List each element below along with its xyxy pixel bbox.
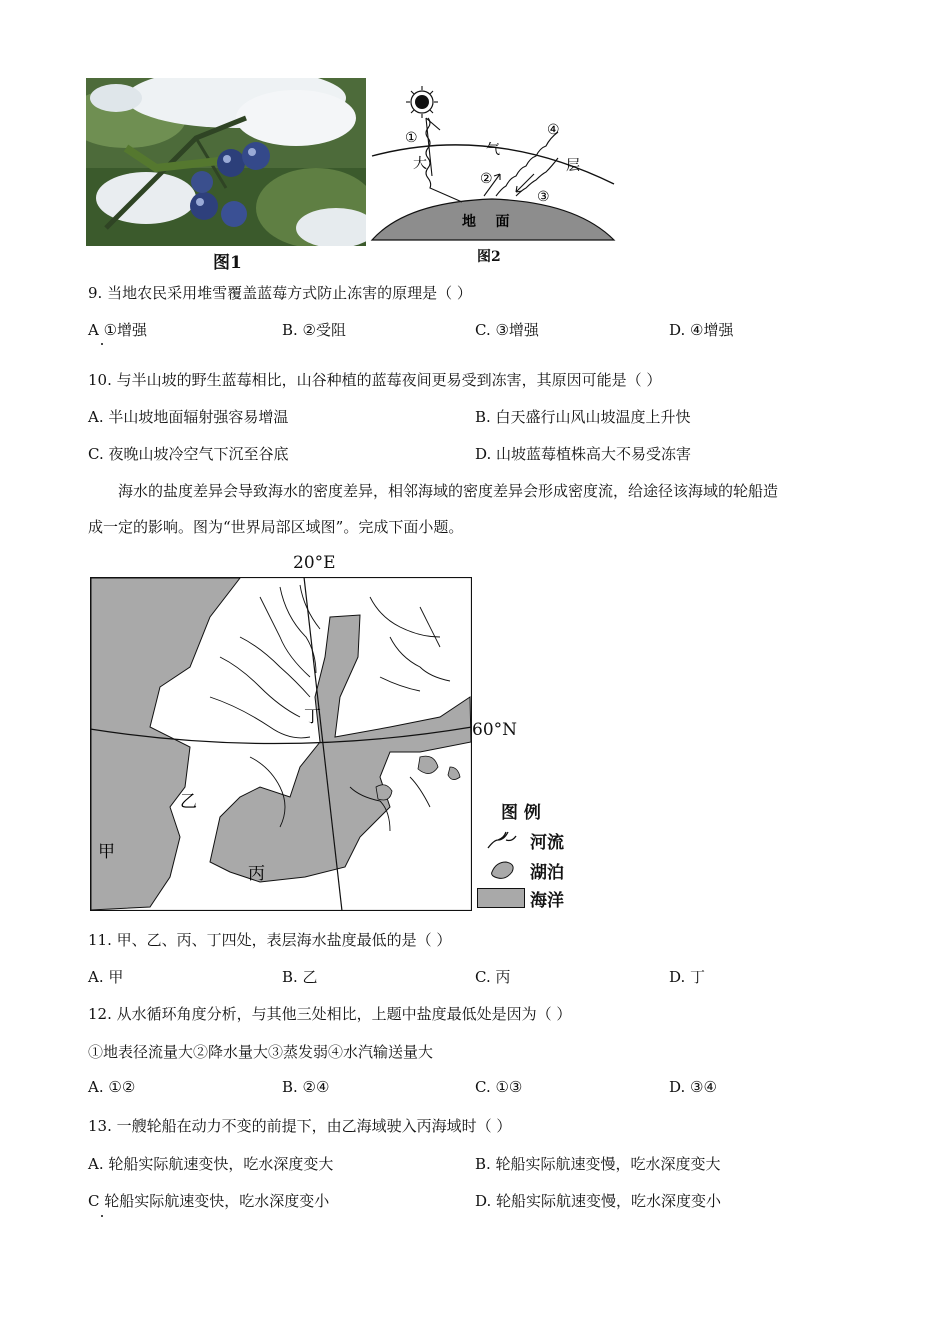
ray-1-label: ①: [405, 130, 418, 146]
ray-3-label: ③: [537, 189, 550, 205]
figure-1-caption: 图1: [213, 253, 242, 273]
legend-lake: 湖泊: [530, 863, 564, 883]
q9-option-b[interactable]: B. ②受阻: [282, 321, 347, 339]
question-11-stem: 11. 甲、乙、丙、丁四处，表层海水盐度最低的是（ ）: [88, 931, 452, 949]
q13-option-a[interactable]: A. 轮船实际航速变快，吃水深度变大: [88, 1155, 334, 1173]
q12-option-c[interactable]: C. ①③: [475, 1078, 523, 1096]
lake-icon: [488, 858, 518, 884]
map-svg: [90, 577, 472, 911]
legend-title: 图 例: [501, 803, 541, 823]
label-bing: 丙: [248, 864, 265, 884]
blueberry-snow-image: [86, 78, 366, 246]
legend-ocean: 海洋: [530, 891, 564, 911]
label-yi: 乙: [180, 792, 197, 812]
q9-option-a-dot: [101, 343, 103, 345]
q13-option-d[interactable]: D. 轮船实际航速变慢，吃水深度变小: [475, 1192, 722, 1210]
legend-river: 河流: [530, 833, 564, 853]
q11-option-b[interactable]: B. 乙: [282, 968, 318, 986]
q12-option-a[interactable]: A. ①②: [88, 1078, 136, 1096]
question-9-stem: 9. 当地农民采用堆雪覆盖蓝莓方式防止冻害的原理是（ ）: [88, 284, 472, 302]
q9-option-d[interactable]: D. ④增强: [669, 321, 734, 339]
q13-option-c-dot: [101, 1215, 103, 1217]
ray-4-label: ④: [547, 122, 560, 138]
world-region-map: [90, 577, 472, 911]
figure-2-caption: 图2: [477, 249, 501, 265]
q10-option-d[interactable]: D. 山坡蓝莓植株高大不易受冻害: [475, 445, 692, 463]
q11-option-d[interactable]: D. 丁: [669, 968, 706, 986]
atmosphere-label-3: 层: [566, 158, 580, 174]
question-12-stem: 12. 从水循环角度分析，与其他三处相比，上题中盐度最低处是因为（ ）: [88, 1005, 572, 1023]
passage-line-2: 成一定的影响。图为“世界局部区域图”。完成下面小题。: [88, 518, 464, 536]
river-icon: [484, 828, 520, 854]
question-12-choices: ①地表径流量大②降水量大③蒸发弱④水汽输送量大: [88, 1043, 434, 1061]
map-latitude-label: 60°N: [472, 720, 518, 740]
label-ding: 丁: [304, 707, 321, 727]
question-13-stem: 13. 一艘轮船在动力不变的前提下，由乙海域驶入丙海域时（ ）: [88, 1117, 512, 1135]
passage-line-1: 海水的盐度差异会导致海水的密度差异，相邻海域的密度差异会形成密度流，给途径该海域的轮船造: [118, 482, 779, 500]
q9-option-a[interactable]: A ①增强: [88, 321, 148, 339]
q12-option-b[interactable]: B. ②④: [282, 1078, 330, 1096]
ground-label: 地 面: [462, 214, 510, 230]
question-10-stem: 10. 与半山坡的野生蓝莓相比，山谷种植的蓝莓夜间更易受到冻害，其原因可能是（ ）: [88, 371, 662, 389]
q9-option-c[interactable]: C. ③增强: [475, 321, 539, 339]
q10-option-b[interactable]: B. 白天盛行山风山坡温度上升快: [475, 408, 691, 426]
q13-option-c[interactable]: C 轮船实际航速变快，吃水深度变小: [88, 1192, 330, 1210]
atmosphere-label-2: 气: [486, 142, 500, 158]
q10-option-c[interactable]: C. 夜晚山坡冷空气下沉至谷底: [88, 445, 289, 463]
atmosphere-radiation-diagram: [366, 84, 618, 244]
map-longitude-label: 20°E: [293, 553, 336, 573]
figure-1-photo: [86, 78, 366, 246]
q11-option-c[interactable]: C. 丙: [475, 968, 511, 986]
q10-option-a[interactable]: A. 半山坡地面辐射强容易增温: [88, 408, 289, 426]
ocean-legend-swatch: [477, 888, 525, 908]
q12-option-d[interactable]: D. ③④: [669, 1078, 717, 1096]
q11-option-a[interactable]: A. 甲: [88, 968, 124, 986]
q13-option-b[interactable]: B. 轮船实际航速变慢，吃水深度变大: [475, 1155, 721, 1173]
ray-2-label: ②: [480, 171, 493, 187]
sun-icon: [406, 86, 438, 118]
atmosphere-label-1: 大: [413, 156, 427, 172]
label-jia: 甲: [98, 842, 115, 862]
figure-2-diagram: [366, 84, 618, 244]
